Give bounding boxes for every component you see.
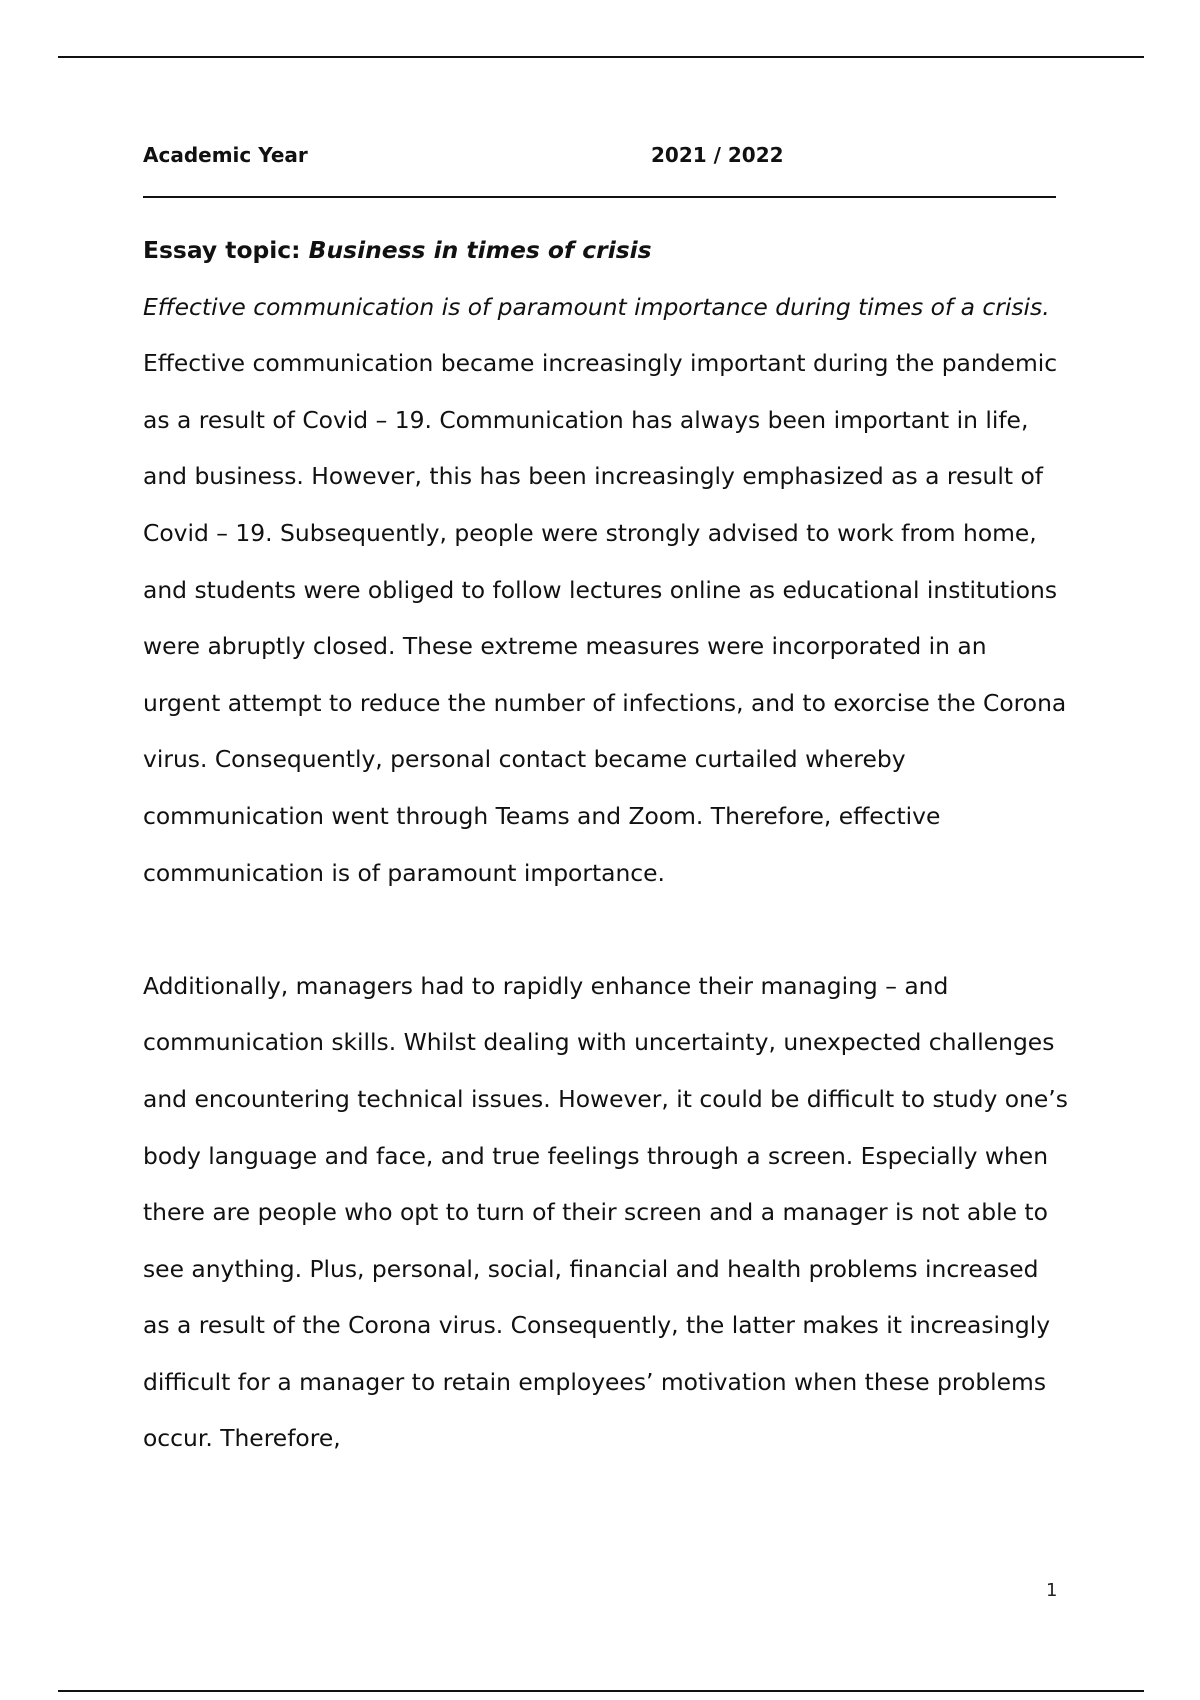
body-paragraph-1: Effective communication became increasingly important during the pandemic as a result of Covid – 19. Communication has always been important in life, and business. However, this has been increasingly emphasized as a result of Covid – 19. Subsequently, people were strongly advised to work from home, and students were obliged to follow lectures online as educational institutions were abruptly closed. These extreme measures were incorporated in an urgent attempt to reduce the number of infections, and to exorcise the Corona virus. Consequently, personal contact became curtailed whereby communication went through Teams and Zoom. Therefore, effective communication is of paramount importance. (143, 349, 1067, 887)
body-paragraph-2: Additionally, managers had to rapidly enhance their managing – and communication skills. Whilst dealing with uncertainty, unexpected challenges and encountering technical issues. However, it could be difficult to study one’s body language and face, and true feelings through a screen. Especially when there are people who opt to turn of their screen and a manager is not able to see anything. Plus, personal, social, financial and health problems increased as a result of the Corona virus. Consequently, the latter makes it increasingly difficult for a manager to retain employees’ motivation when these problems occur. Therefore, (143, 971, 1068, 1453)
page-number: 1 (1046, 1580, 1058, 1601)
thesis-statement: Effective communication is of paramount importance during times of a crisis. (143, 292, 1050, 321)
essay-topic-label: Essay topic: (143, 236, 301, 264)
paragraph-spacer (143, 901, 1068, 958)
academic-year-value: 2021 / 2022 (651, 143, 784, 167)
essay-content (143, 222, 1068, 1467)
header-divider (143, 196, 1056, 198)
essay-topic: Business in times of crisis (308, 236, 652, 264)
academic-year-label: Academic Year (143, 143, 308, 167)
page-bottom-rule (58, 1690, 1144, 1692)
document-header (143, 143, 1055, 167)
page-top-rule (58, 56, 1144, 58)
essay-topic-line (143, 222, 1068, 279)
